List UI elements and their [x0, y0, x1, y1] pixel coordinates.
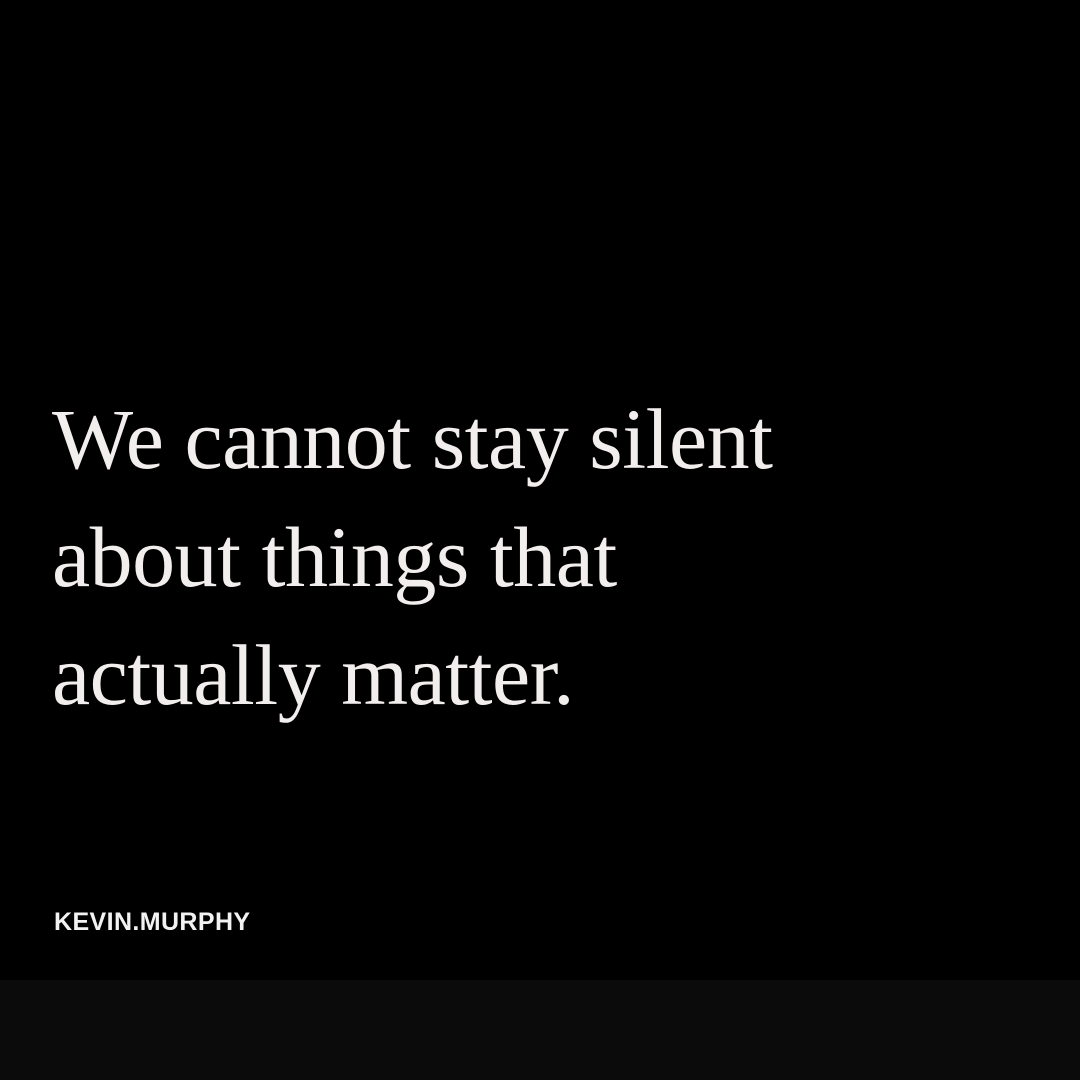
quote-line-2: about things that: [52, 509, 617, 605]
quote-text: [52, 380, 1032, 734]
quote-line-3: actually matter.: [52, 627, 575, 723]
brand-name: KEVIN.MURPHY: [54, 908, 251, 936]
quote-line-1: We cannot stay silent: [52, 391, 773, 487]
bottom-band: [0, 980, 1080, 1080]
